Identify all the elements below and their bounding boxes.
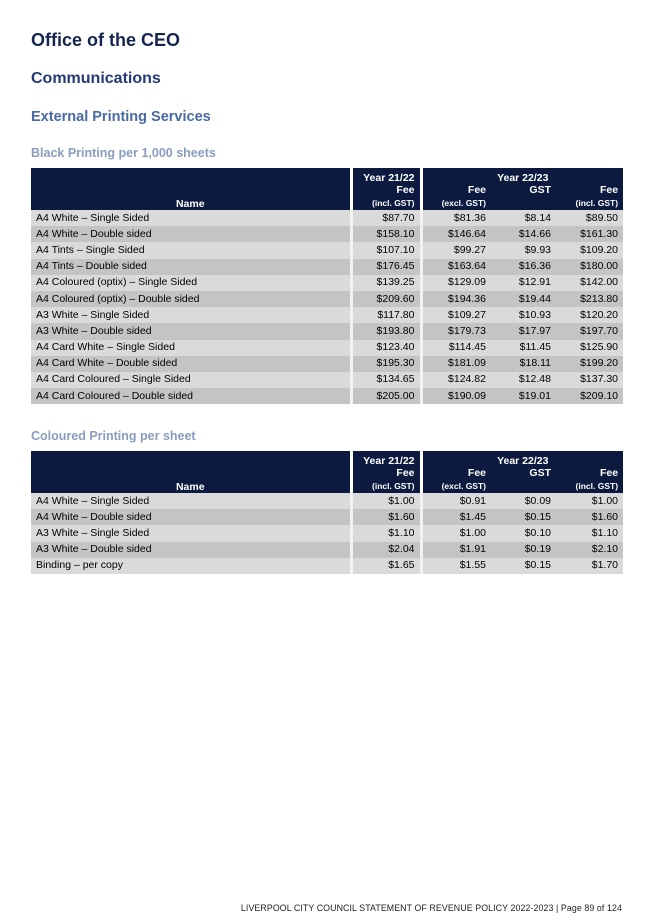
header-year-2223: Year 22/23 — [421, 451, 623, 467]
table-row — [31, 372, 623, 388]
row-gst: $0.10 — [491, 525, 556, 541]
table-row — [31, 323, 623, 339]
header-name: Name — [31, 451, 351, 493]
header-gst: GST — [491, 467, 556, 493]
header-name: Name — [31, 168, 351, 210]
table-row — [31, 493, 623, 509]
header-fee-incl-gst: Fee (incl. GST) — [556, 184, 623, 210]
row-gst: $14.66 — [491, 226, 556, 242]
row-gst: $0.09 — [491, 493, 556, 509]
table-row — [31, 509, 623, 525]
row-fee-2122: $2.04 — [351, 542, 421, 558]
row-fee-2122: $87.70 — [351, 210, 421, 226]
row-fee-2122: $123.40 — [351, 340, 421, 356]
row-gst: $19.01 — [491, 388, 556, 404]
row-gst: $12.91 — [491, 275, 556, 291]
row-fee-2122: $139.25 — [351, 275, 421, 291]
row-name: A4 Coloured (optix) – Double sided — [31, 291, 351, 307]
row-fee-excl-gst: $129.09 — [421, 275, 491, 291]
row-name: A4 White – Double sided — [31, 509, 351, 525]
row-fee-excl-gst: $179.73 — [421, 323, 491, 339]
row-name: A4 Card White – Single Sided — [31, 340, 351, 356]
row-fee-excl-gst: $81.36 — [421, 210, 491, 226]
row-fee-excl-gst: $99.27 — [421, 242, 491, 258]
table-row — [31, 356, 623, 372]
row-fee-incl-gst: $213.80 — [556, 291, 623, 307]
row-fee-excl-gst: $124.82 — [421, 372, 491, 388]
row-fee-incl-gst: $109.20 — [556, 242, 623, 258]
row-fee-incl-gst: $161.30 — [556, 226, 623, 242]
table-row — [31, 291, 623, 307]
table-title-coloured-printing: Coloured Printing per sheet — [31, 429, 196, 443]
row-fee-incl-gst: $2.10 — [556, 542, 623, 558]
row-fee-incl-gst: $197.70 — [556, 323, 623, 339]
section-heading-communications: Communications — [31, 70, 161, 87]
row-fee-excl-gst: $0.91 — [421, 493, 491, 509]
row-fee-2122: $195.30 — [351, 356, 421, 372]
row-name: Binding – per copy — [31, 558, 351, 574]
row-fee-excl-gst: $146.64 — [421, 226, 491, 242]
row-fee-incl-gst: $137.30 — [556, 372, 623, 388]
row-gst: $11.45 — [491, 340, 556, 356]
page-heading-office: Office of the CEO — [31, 30, 181, 50]
table-row — [31, 210, 623, 226]
row-fee-excl-gst: $190.09 — [421, 388, 491, 404]
table-header — [31, 451, 623, 493]
row-gst: $16.36 — [491, 259, 556, 275]
black-printing-table — [31, 168, 623, 404]
row-fee-2122: $134.65 — [351, 372, 421, 388]
row-gst: $9.93 — [491, 242, 556, 258]
row-fee-excl-gst: $1.45 — [421, 509, 491, 525]
header-fee-2122: Fee (incl. GST) — [351, 467, 421, 493]
row-gst: $0.19 — [491, 542, 556, 558]
row-fee-incl-gst: $1.70 — [556, 558, 623, 574]
table-row — [31, 242, 623, 258]
row-gst: $8.14 — [491, 210, 556, 226]
page-footer: LIVERPOOL CITY COUNCIL STATEMENT OF REVENUE POLICY 2022-2023 | Page 89 of 124 — [240, 903, 622, 913]
row-fee-2122: $205.00 — [351, 388, 421, 404]
row-fee-excl-gst: $194.36 — [421, 291, 491, 307]
row-gst: $0.15 — [491, 558, 556, 574]
header-fee-excl-gst: Fee (excl. GST) — [421, 184, 491, 210]
row-gst: $18.11 — [491, 356, 556, 372]
row-name: A4 White – Single Sided — [31, 210, 351, 226]
row-fee-2122: $1.10 — [351, 525, 421, 541]
row-fee-excl-gst: $109.27 — [421, 307, 491, 323]
row-fee-incl-gst: $125.90 — [556, 340, 623, 356]
table-row — [31, 388, 623, 404]
row-gst: $10.93 — [491, 307, 556, 323]
row-fee-incl-gst: $120.20 — [556, 307, 623, 323]
row-fee-2122: $1.00 — [351, 493, 421, 509]
row-name: A4 White – Single Sided — [31, 493, 351, 509]
row-fee-excl-gst: $114.45 — [421, 340, 491, 356]
row-gst: $12.48 — [491, 372, 556, 388]
table-row — [31, 226, 623, 242]
table-header — [31, 168, 623, 210]
row-fee-2122: $176.45 — [351, 259, 421, 275]
row-fee-2122: $1.65 — [351, 558, 421, 574]
row-fee-incl-gst: $1.60 — [556, 509, 623, 525]
row-fee-incl-gst: $1.10 — [556, 525, 623, 541]
subsection-heading-printing: External Printing Services — [31, 109, 211, 125]
row-fee-incl-gst: $142.00 — [556, 275, 623, 291]
row-fee-2122: $209.60 — [351, 291, 421, 307]
header-year-2122: Year 21/22 — [351, 451, 421, 467]
table-title-black-printing: Black Printing per 1,000 sheets — [31, 146, 216, 160]
row-fee-excl-gst: $1.91 — [421, 542, 491, 558]
row-name: A4 Card Coloured – Single Sided — [31, 372, 351, 388]
table-row — [31, 558, 623, 574]
row-name: A4 Tints – Single Sided — [31, 242, 351, 258]
coloured-printing-table — [31, 451, 623, 574]
row-fee-2122: $193.80 — [351, 323, 421, 339]
header-gst: GST — [491, 184, 556, 210]
row-gst: $19.44 — [491, 291, 556, 307]
row-name: A4 Coloured (optix) – Single Sided — [31, 275, 351, 291]
row-name: A3 White – Single Sided — [31, 307, 351, 323]
table-row — [31, 542, 623, 558]
row-fee-incl-gst: $89.50 — [556, 210, 623, 226]
row-gst: $0.15 — [491, 509, 556, 525]
header-fee-2122: Fee (incl. GST) — [351, 184, 421, 210]
row-fee-2122: $1.60 — [351, 509, 421, 525]
row-fee-excl-gst: $1.55 — [421, 558, 491, 574]
row-name: A4 Tints – Double sided — [31, 259, 351, 275]
row-name: A4 White – Double sided — [31, 226, 351, 242]
row-fee-incl-gst: $180.00 — [556, 259, 623, 275]
header-fee-excl-gst: Fee (excl. GST) — [421, 467, 491, 493]
header-fee-incl-gst: Fee (incl. GST) — [556, 467, 623, 493]
row-fee-2122: $158.10 — [351, 226, 421, 242]
row-fee-excl-gst: $181.09 — [421, 356, 491, 372]
row-name: A3 White – Double sided — [31, 323, 351, 339]
header-year-2223: Year 22/23 — [421, 168, 623, 184]
table-row — [31, 525, 623, 541]
row-name: A4 Card White – Double sided — [31, 356, 351, 372]
row-gst: $17.97 — [491, 323, 556, 339]
row-fee-incl-gst: $1.00 — [556, 493, 623, 509]
row-name: A4 Card Coloured – Double sided — [31, 388, 351, 404]
row-name: A3 White – Single Sided — [31, 525, 351, 541]
row-name: A3 White – Double sided — [31, 542, 351, 558]
header-year-2122: Year 21/22 — [351, 168, 421, 184]
row-fee-excl-gst: $1.00 — [421, 525, 491, 541]
table-row — [31, 340, 623, 356]
row-fee-excl-gst: $163.64 — [421, 259, 491, 275]
row-fee-2122: $117.80 — [351, 307, 421, 323]
table-row — [31, 275, 623, 291]
table-row — [31, 259, 623, 275]
row-fee-incl-gst: $199.20 — [556, 356, 623, 372]
row-fee-2122: $107.10 — [351, 242, 421, 258]
row-fee-incl-gst: $209.10 — [556, 388, 623, 404]
table-row — [31, 307, 623, 323]
